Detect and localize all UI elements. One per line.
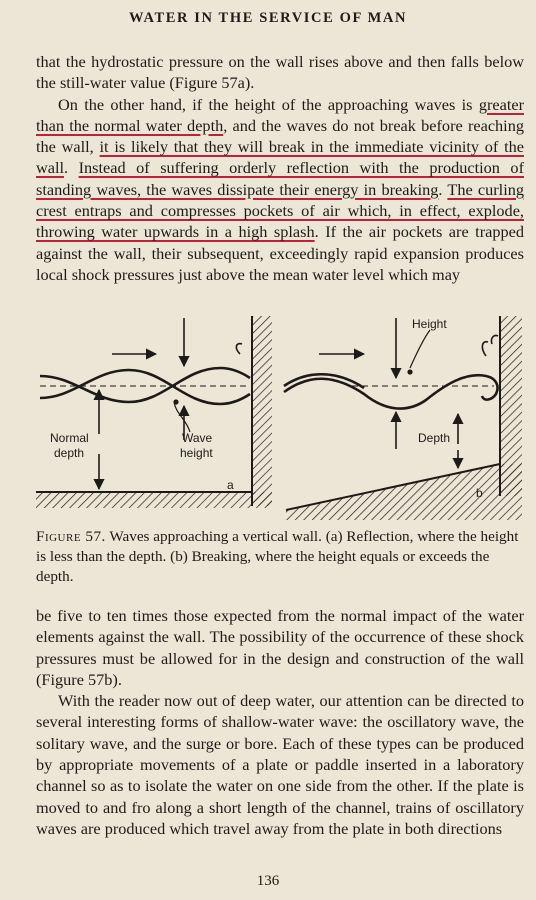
- figure-label: Figure 57.: [36, 528, 106, 545]
- label-height-a: height: [180, 446, 213, 460]
- body-text-bottom: [36, 605, 524, 839]
- height-pointer-b: [410, 330, 430, 368]
- panel-b-breaking: [284, 316, 522, 520]
- splash-b: [482, 335, 498, 356]
- label-panel-a: a: [227, 478, 234, 492]
- label-depth-a: depth: [54, 446, 85, 460]
- page-number: 136: [256, 873, 280, 889]
- label-depth-b: Depth: [418, 431, 451, 445]
- panel-a-reflection: [36, 316, 272, 508]
- underlined-phrase: greater than the normal water depth: [36, 94, 524, 135]
- paragraph-highlighted: [36, 94, 524, 286]
- sloping-seabed-b: [286, 464, 522, 520]
- label-wave: Wave: [182, 431, 213, 445]
- label-panel-b: b: [476, 486, 483, 500]
- running-header: WATER IN THE SERVICE OF MAN: [128, 10, 408, 26]
- underlined-phrase: The curling crest entraps and compresses pockets of air which, in effect, explode, throwing water upwards in a high splash: [36, 179, 525, 242]
- text-run: On the other hand, if the height of the approaching waves is: [58, 94, 479, 114]
- caption-text: Waves approaching a vertical wall. (a) Reflection, where the height is less than the depth. (b) Breaking, where the height equals or exceeds the depth.: [36, 528, 519, 585]
- paragraph: that the hydrostatic pressure on the wall rises above and then falls below the still-water value (Figure 57a).: [36, 52, 524, 93]
- seabed-a: [36, 492, 272, 508]
- text-run: . If the air pockets are trapped against the wall, their subsequent, exceedingly rapid expansion produces local shock pressures just above the mean water level which may: [36, 222, 524, 284]
- label-normal: Normal: [50, 431, 89, 445]
- breaking-wave-surface-b: [284, 375, 498, 408]
- figure-57-diagram: [34, 314, 526, 524]
- paragraph: With the reader now out of deep water, our attention can be directed to several interesting forms of shallow-water wave: the oscillatory wave, the solitary wave, and the surge or bore. Each of these types can be produced by appropriate movements of a plate or paddle inserted in a laboratory channel so as to isolate the water on one side from the other. If the plate is moved to and fro along a short length of the channel, trains of oscillatory waves are produced which travel away from the plate in both directions: [36, 691, 524, 838]
- underlined-phrase: Instead of suffering orderly reflection with the production of standing waves, the waves dissipate their energy in breaking: [36, 158, 524, 199]
- height-pointer-a: [174, 402, 190, 432]
- text-run: .: [64, 158, 79, 178]
- paragraph: be five to ten times those expected from the normal impact of the water elements against the wall. The possibility of the occurrence of these shock pressures must be allowed for in the design and construction of the wall (Figure 57b).: [36, 606, 524, 689]
- figure-caption: [36, 527, 524, 587]
- underlined-phrase: it is likely that they will break in the immediate vicinity of the wall: [36, 137, 524, 178]
- text-run: , and the waves do not break before reaching the wall,: [36, 115, 524, 157]
- body-text-top: [36, 51, 524, 285]
- wall-a: [252, 316, 272, 506]
- splash-a: [236, 344, 242, 354]
- label-height-b: Height: [412, 317, 447, 331]
- text-run: .: [438, 179, 448, 199]
